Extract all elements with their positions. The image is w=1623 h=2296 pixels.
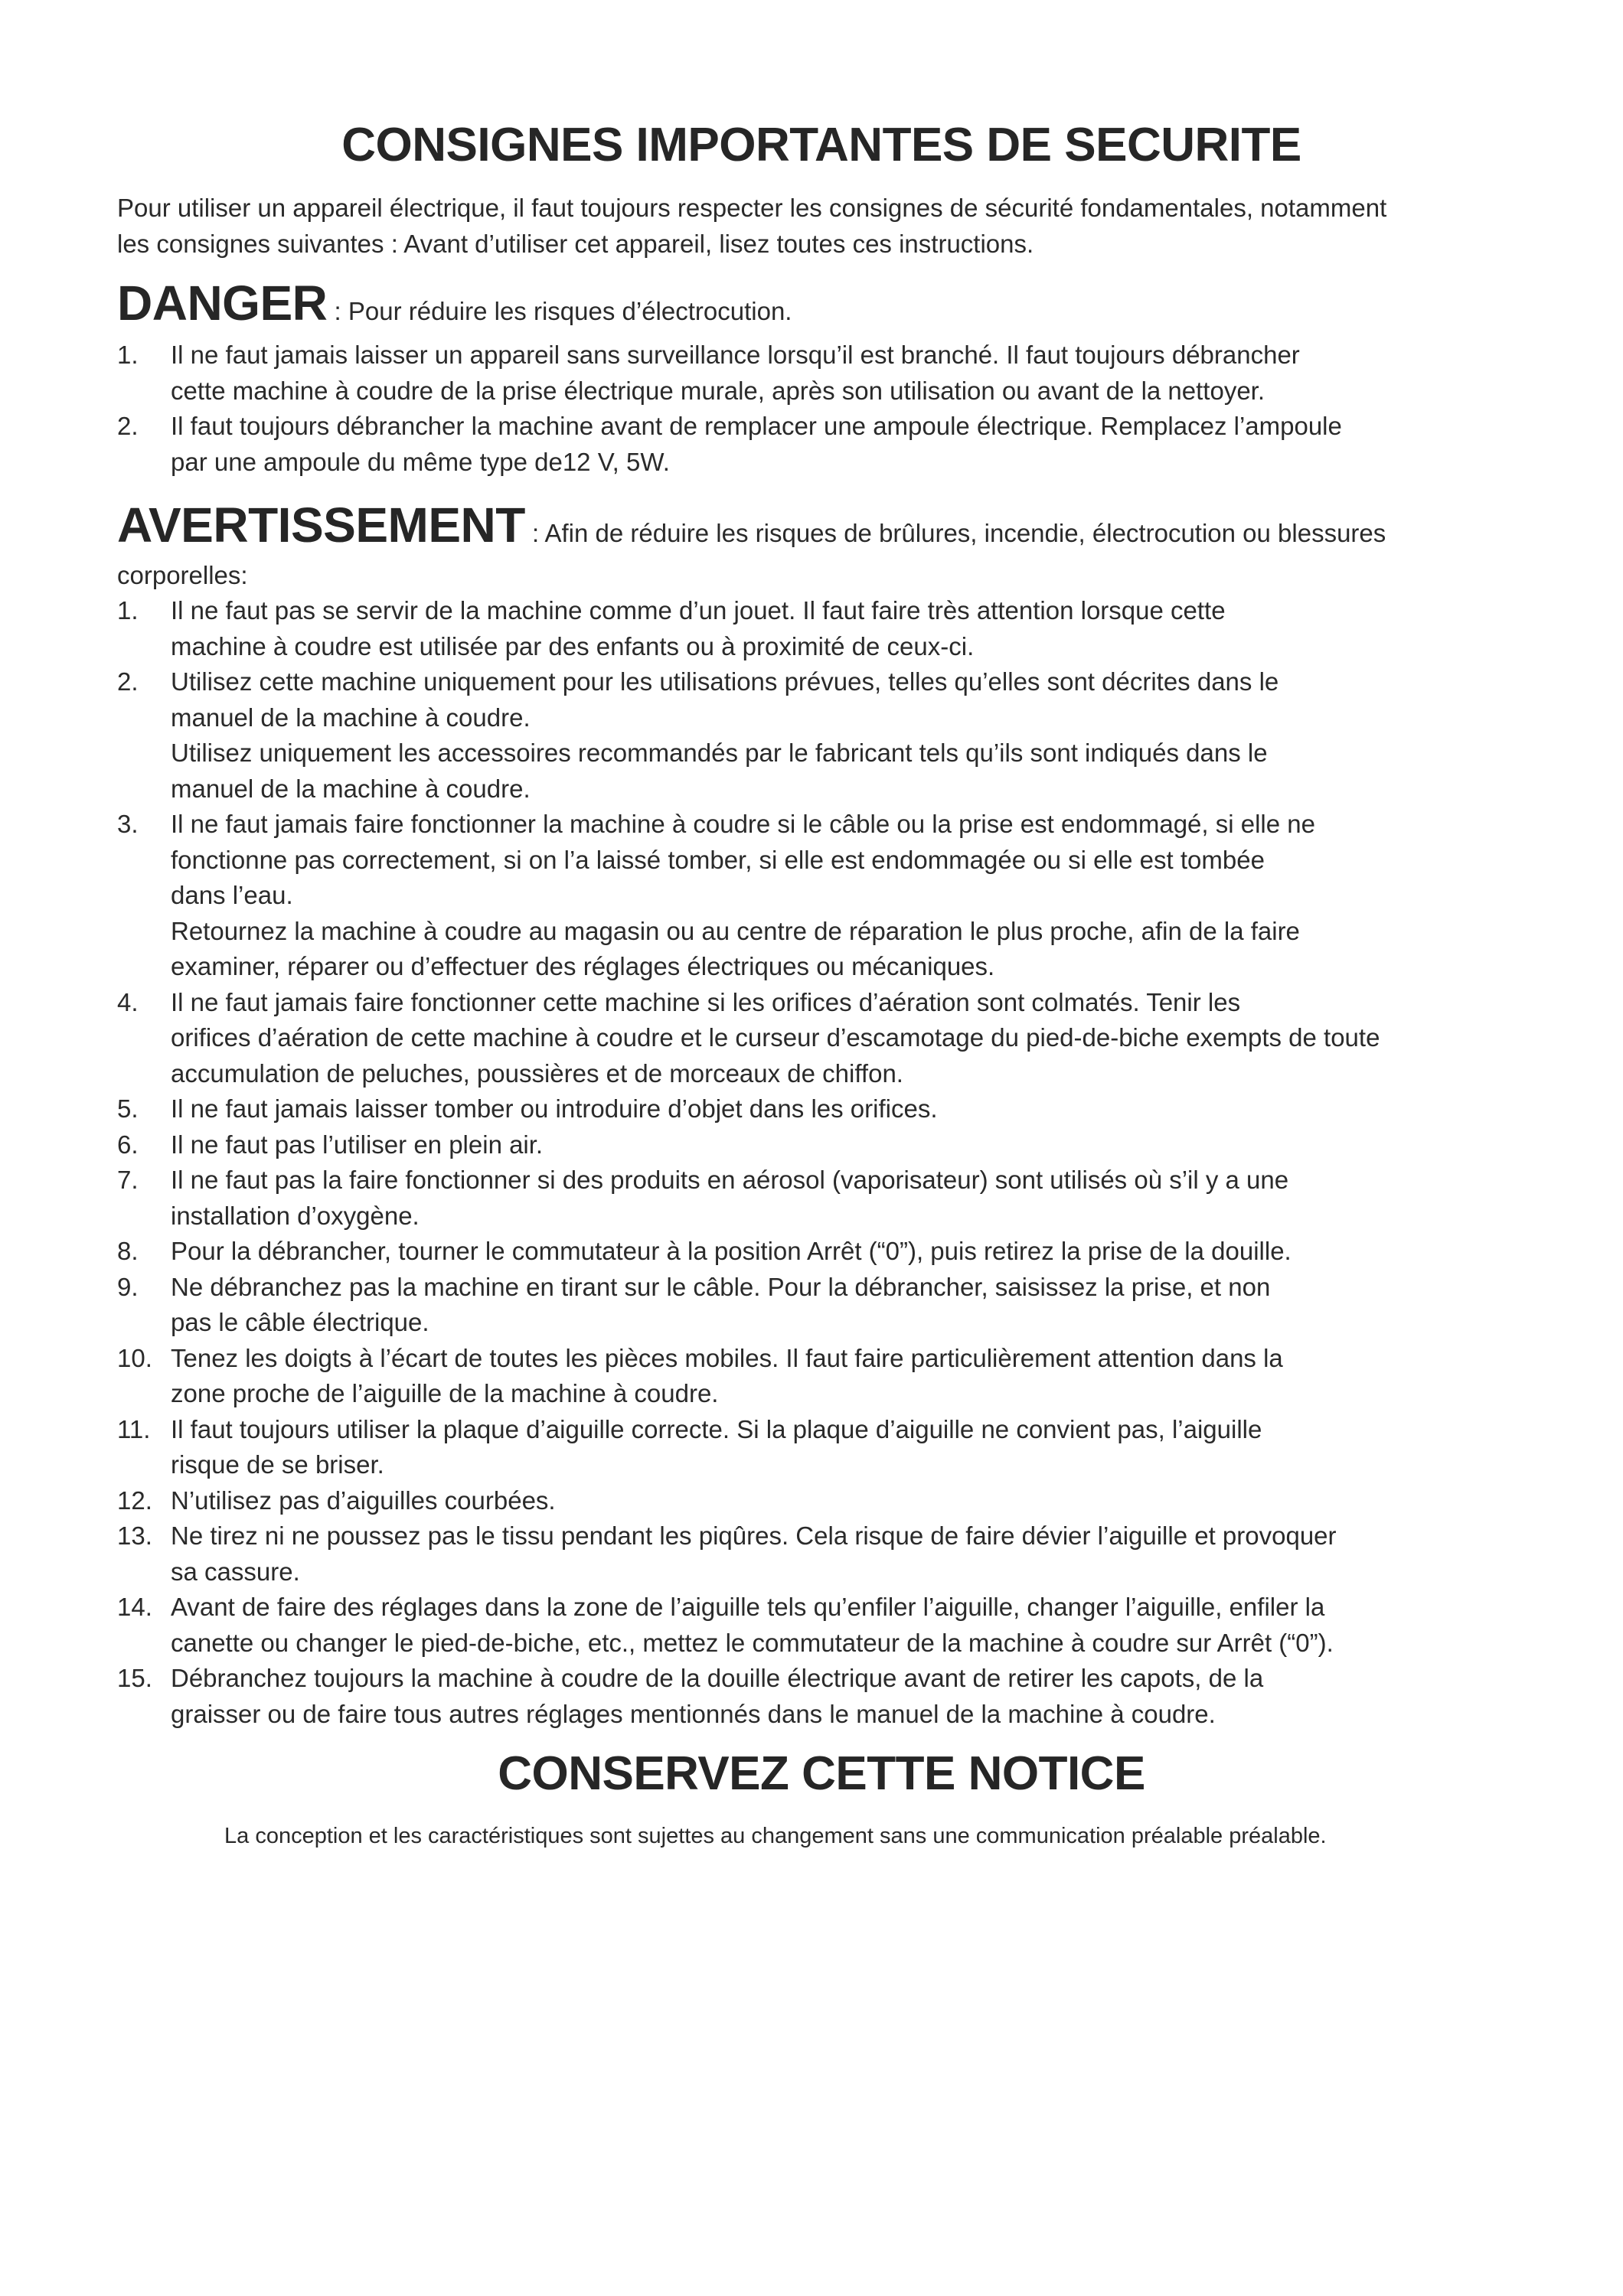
list-item-line: Il faut toujours utiliser la plaque d’aiguille correcte. Si la plaque d’aiguille ne convient pas, l’aiguille — [171, 1414, 1262, 1443]
list-item-line: Utilisez uniquement les accessoires recommandés par le fabricant tels qu’ils sont indiqués dans le — [171, 739, 1268, 767]
document-page — [117, 115, 1526, 1851]
intro-line: les consignes suivantes : Avant d’utiliser cet appareil, lisez toutes ces instructions. — [117, 230, 1034, 258]
list-item — [117, 1163, 1526, 1234]
list-item-line: orifices d’aération de cette machine à coudre et le curseur d’escamotage du pied-de-biche exempts de toute — [171, 1023, 1380, 1052]
list-item-number: 10. — [117, 1343, 152, 1372]
list-item-line: manuel de la machine à coudre. — [171, 774, 531, 803]
list-item-line: Ne tirez ni ne poussez pas le tissu pendant les piqûres. Cela risque de faire dévier l’aiguille et provoquer — [171, 1521, 1337, 1550]
list-item-number: 5. — [117, 1094, 139, 1123]
list-item-line: manuel de la machine à coudre. — [171, 703, 531, 732]
list-item-number: 11. — [117, 1414, 151, 1443]
list-item-number: 7. — [117, 1166, 139, 1194]
list-item-line: examiner, réparer ou d’effectuer des réglages électriques ou mécaniques. — [171, 952, 995, 980]
list-item — [117, 409, 1526, 480]
list-item-line: canette ou changer le pied-de-biche, etc., mettez le commutateur de la machine à coudre sur Arrêt (“0”). — [171, 1628, 1334, 1657]
list-item-line: machine à coudre est utilisée par des enfants ou à proximité de ceux-ci. — [171, 631, 975, 660]
list-item — [117, 338, 1526, 409]
list-item-line: Il ne faut jamais faire fonctionner cette machine si les orifices d’aération sont colmatés. Tenir les — [171, 987, 1241, 1016]
list-item-line: risque de se briser. — [171, 1450, 384, 1479]
list-item-number: 8. — [117, 1237, 139, 1265]
list-item-line: Tenez les doigts à l’écart de toutes les pièces mobiles. Il faut faire particulièrement attention dans la — [171, 1343, 1283, 1372]
list-item — [117, 664, 1526, 807]
list-item-line: Il ne faut pas la faire fonctionner si des produits en aérosol (vaporisateur) sont utilisés où s’il y a une — [171, 1166, 1289, 1194]
list-item-line: cette machine à coudre de la prise électrique murale, après son utilisation ou avant de la nettoyer. — [171, 376, 1265, 405]
list-item-number: 1. — [117, 341, 139, 369]
list-item-number: 4. — [117, 987, 139, 1016]
list-item — [117, 1483, 1526, 1519]
list-item-line: accumulation de peluches, poussières et de morceaux de chiffon. — [171, 1058, 903, 1088]
list-item — [117, 1234, 1526, 1270]
list-item-line: Avant de faire des réglages dans la zone de l’aiguille tels qu’enfiler l’aiguille, changer l’aiguille, enfiler la — [171, 1593, 1325, 1621]
list-item-number: 2. — [117, 412, 139, 440]
list-item — [117, 1518, 1526, 1590]
list-item-line: Il ne faut jamais laisser tomber ou introduire d’objet dans les orifices. — [171, 1094, 938, 1123]
list-item-number: 3. — [117, 810, 139, 838]
footer-title: CONSERVEZ CETTE NOTICE — [498, 1747, 1145, 1800]
list-item-number: 1. — [117, 596, 139, 625]
list-item-line: graisser ou de faire tous autres réglages mentionnés dans le manuel de la machine à coudre. — [171, 1699, 1216, 1728]
list-item-line: Il ne faut jamais faire fonctionner la machine à coudre si le câble ou la prise est endommagé, si elle ne — [171, 810, 1315, 838]
list-item — [117, 1270, 1526, 1341]
list-item — [117, 593, 1526, 664]
list-item — [117, 985, 1526, 1092]
list-item-number: 9. — [117, 1272, 139, 1301]
avertissement-list — [117, 593, 1526, 1732]
list-item-number: 6. — [117, 1130, 139, 1159]
avertissement-heading: AVERTISSEMENT — [117, 497, 525, 553]
list-item-line: N’utilisez pas d’aiguilles courbées. — [171, 1486, 556, 1515]
list-item — [117, 1127, 1526, 1163]
avertissement-subtitle: : Afin de réduire les risques de brûlures, incendie, électrocution ou blessures — [524, 519, 1386, 547]
list-item-line: Utilisez cette machine uniquement pour les utilisations prévues, telles qu’elles sont décrites dans le — [171, 667, 1279, 696]
list-item-number: 14. — [117, 1593, 152, 1621]
list-item — [117, 1661, 1526, 1732]
list-item-number: 2. — [117, 667, 139, 696]
list-item-line: Il faut toujours débrancher la machine avant de remplacer une ampoule électrique. Remplacez l’ampoule — [171, 412, 1342, 440]
list-item — [117, 1412, 1526, 1483]
list-item-line: zone proche de l’aiguille de la machine à coudre. — [171, 1379, 719, 1407]
page-title: CONSIGNES IMPORTANTES DE SECURITE — [341, 119, 1301, 171]
list-item-line: Il ne faut jamais laisser un appareil sans surveillance lorsqu’il est branché. Il faut toujours débrancher — [171, 341, 1300, 369]
list-item-line: Retournez la machine à coudre au magasin ou au centre de réparation le plus proche, afin de la faire — [171, 916, 1300, 945]
list-item-line: par une ampoule du même type de12 V, 5W. — [171, 447, 670, 476]
avertissement-subtitle-continuation: corporelles: — [117, 561, 248, 589]
danger-list — [117, 338, 1526, 480]
list-item-line: pas le câble électrique. — [171, 1308, 429, 1336]
intro-paragraph — [117, 190, 1526, 262]
list-item-line: installation d’oxygène. — [171, 1201, 420, 1230]
list-item — [117, 1590, 1526, 1661]
list-item-line: Il ne faut pas l’utiliser en plein air. — [171, 1130, 544, 1159]
list-item-line: Ne débranchez pas la machine en tirant sur le câble. Pour la débrancher, saisissez la prise, et non — [171, 1272, 1271, 1301]
list-item-line: Débranchez toujours la machine à coudre de la douille électrique avant de retirer les capots, de la — [171, 1664, 1264, 1692]
list-item-line: Pour la débrancher, tourner le commutateur à la position Arrêt (“0”), puis retirez la prise de la douille. — [171, 1237, 1292, 1265]
list-item-line: sa cassure. — [171, 1557, 300, 1586]
danger-heading: DANGER — [117, 276, 328, 331]
intro-line: Pour utiliser un appareil électrique, il faut toujours respecter les consignes de sécurité fondamentales, notamment — [117, 194, 1387, 222]
list-item-line: dans l’eau. — [171, 881, 293, 909]
list-item — [117, 807, 1526, 985]
list-item-number: 15. — [117, 1664, 152, 1692]
list-item-line: fonctionne pas correctement, si on l’a laissé tomber, si elle est endommagée ou si elle est tombée — [171, 845, 1265, 874]
list-item-number: 13. — [117, 1521, 152, 1550]
list-item-number: 12. — [117, 1486, 152, 1515]
list-item — [117, 1091, 1526, 1127]
list-item — [117, 1341, 1526, 1412]
list-item-line: Il ne faut pas se servir de la machine comme d’un jouet. Il faut faire très attention lorsque cette — [171, 596, 1226, 625]
avertissement-heading-row — [117, 497, 1526, 557]
danger-heading-row — [117, 277, 1526, 338]
danger-subtitle: : Pour réduire les risques d’électrocution. — [327, 297, 792, 325]
disclaimer-text: La conception et les caractéristiques sont sujettes au changement sans une communication préalable préalable. — [224, 1824, 1327, 1848]
